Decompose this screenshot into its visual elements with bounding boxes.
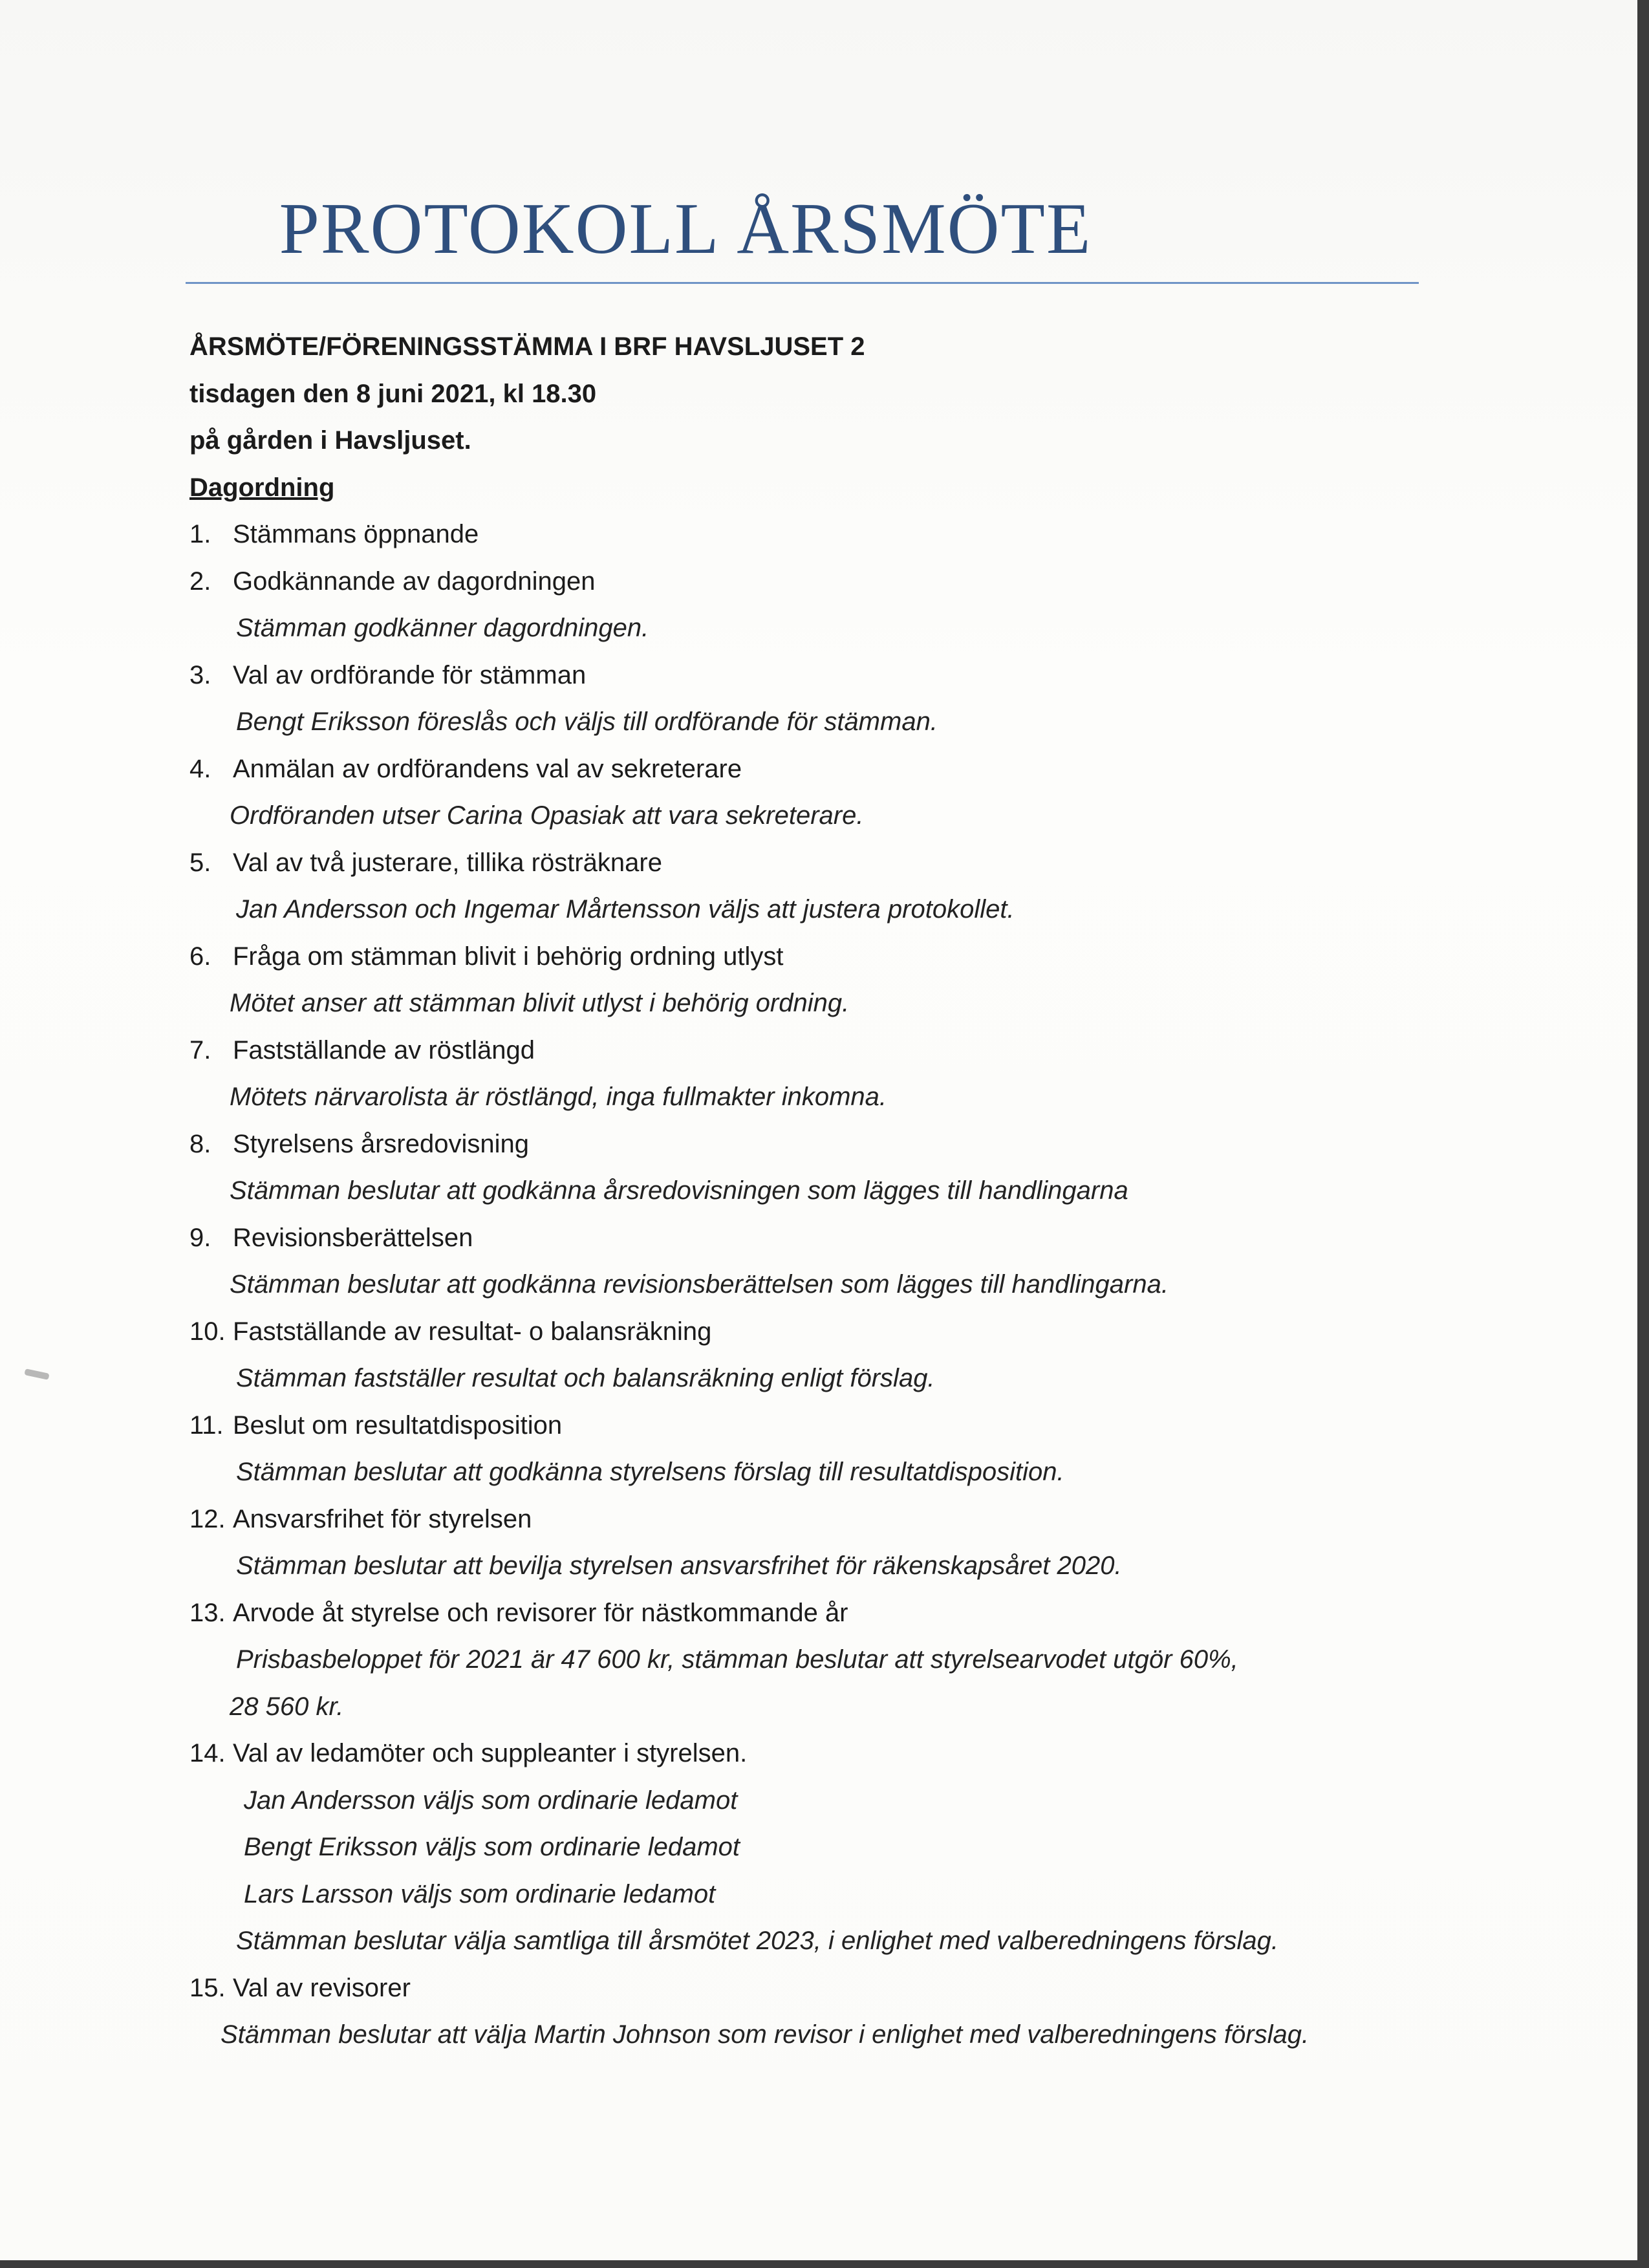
item-number: 9. bbox=[189, 1223, 211, 1252]
item-decision: Stämman beslutar välja samtliga till årsmötet 2023, i enlighet med valberedningens förslag. bbox=[236, 1927, 1278, 1955]
item-number: 11. bbox=[189, 1410, 224, 1440]
item-title: Revisionsberättelsen bbox=[233, 1223, 473, 1252]
item-number: 14. bbox=[189, 1739, 226, 1767]
item-title: Val av två justerare, tillika rösträknare bbox=[233, 848, 662, 877]
item-decision: Bengt Eriksson väljs som ordinarie ledamot bbox=[244, 1833, 740, 1861]
item-decision: 28 560 kr. bbox=[230, 1692, 344, 1721]
item-title: Stämmans öppnande bbox=[233, 520, 479, 548]
item-number: 2. bbox=[189, 567, 211, 596]
item-title: Ansvarsfrihet för styrelsen bbox=[233, 1504, 532, 1533]
scan-mark bbox=[24, 1368, 49, 1380]
item-decision: Mötets närvarolista är röstlängd, inga fullmakter inkomna. bbox=[230, 1083, 887, 1111]
agenda-item-14 bbox=[189, 1730, 1418, 1965]
item-decision: Stämman beslutar att välja Martin Johnson som revisor i enlighet med valberedningens förslag. bbox=[221, 2020, 1310, 2049]
item-title: Val av ledamöter och suppleanter i styrelsen. bbox=[233, 1739, 748, 1767]
item-number: 6. bbox=[189, 942, 211, 971]
agenda-item-2 bbox=[189, 558, 1418, 652]
item-decision: Stämman beslutar att godkänna styrelsens förslag till resultatdisposition. bbox=[236, 1458, 1064, 1486]
agenda-item-7 bbox=[189, 1027, 1418, 1121]
item-title: Godkännande av dagordningen bbox=[233, 567, 596, 596]
agenda-item-13 bbox=[189, 1590, 1418, 1731]
item-title: Fastställande av resultat- o balansräkning bbox=[233, 1317, 712, 1346]
meeting-date: tisdagen den 8 juni 2021, kl 18.30 bbox=[189, 379, 597, 408]
agenda-item-11 bbox=[189, 1402, 1418, 1496]
agenda-item-4 bbox=[189, 746, 1418, 839]
item-title: Val av revisorer bbox=[233, 1973, 411, 2002]
item-decision: Mötet anser att stämman blivit utlyst i behörig ordning. bbox=[230, 989, 850, 1017]
agenda-item-6 bbox=[189, 933, 1418, 1027]
item-decision: Bengt Eriksson föreslås och väljs till ordförande för stämman. bbox=[236, 707, 938, 736]
agenda-item-5 bbox=[189, 839, 1418, 933]
item-number: 8. bbox=[189, 1129, 211, 1158]
item-number: 15. bbox=[189, 1973, 226, 2002]
item-title: Arvode åt styrelse och revisorer för nästkommande år bbox=[233, 1598, 848, 1627]
protocol-body bbox=[189, 323, 1418, 2058]
meeting-place: på gården i Havsljuset. bbox=[189, 426, 471, 455]
item-decision: Ordföranden utser Carina Opasiak att vara sekreterare. bbox=[230, 801, 864, 830]
item-decision: Jan Andersson och Ingemar Mårtensson väljs att justera protokollet. bbox=[236, 895, 1015, 923]
agenda-item-12 bbox=[189, 1496, 1418, 1590]
agenda-item-10 bbox=[189, 1308, 1418, 1402]
agenda-list bbox=[189, 511, 1418, 2058]
item-title: Beslut om resultatdisposition bbox=[233, 1410, 563, 1440]
item-number: 4. bbox=[189, 754, 211, 783]
item-decision: Stämman beslutar att bevilja styrelsen ansvarsfrihet för räkenskapsåret 2020. bbox=[236, 1551, 1122, 1580]
scan-edge-bottom bbox=[0, 2260, 1649, 2268]
item-decision: Stämman beslutar att godkänna revisionsberättelsen som lägges till handlingarna. bbox=[230, 1270, 1169, 1299]
item-decision: Stämman beslutar att godkänna årsredovisningen som lägges till handlingarna bbox=[230, 1176, 1128, 1205]
agenda-item-3 bbox=[189, 652, 1418, 746]
item-decision: Lars Larsson väljs som ordinarie ledamot bbox=[244, 1879, 716, 1908]
agenda-item-8 bbox=[189, 1121, 1418, 1215]
item-number: 13. bbox=[189, 1598, 226, 1627]
item-decision: Jan Andersson väljs som ordinarie ledamot bbox=[244, 1786, 738, 1815]
meeting-name: ÅRSMÖTE/FÖRENINGSSTÄMMA I BRF HAVSLJUSET 2 bbox=[189, 332, 865, 361]
item-number: 3. bbox=[189, 660, 211, 689]
item-decision: Prisbasbeloppet för 2021 är 47 600 kr, stämman beslutar att styrelsearvodet utgör 60%, bbox=[236, 1645, 1238, 1674]
item-title: Styrelsens årsredovisning bbox=[233, 1129, 529, 1158]
agenda-heading: Dagordning bbox=[189, 473, 335, 502]
title-rule bbox=[186, 282, 1419, 284]
item-title: Fastställande av röstlängd bbox=[233, 1035, 535, 1064]
item-number: 1. bbox=[189, 520, 211, 548]
item-title: Fråga om stämman blivit i behörig ordning utlyst bbox=[233, 942, 784, 971]
item-number: 10. bbox=[189, 1317, 226, 1346]
item-number: 5. bbox=[189, 848, 211, 877]
agenda-item-9 bbox=[189, 1215, 1418, 1308]
scan-edge-right bbox=[1637, 0, 1649, 2268]
item-title: Anmälan av ordförandens val av sekreterare bbox=[233, 754, 742, 783]
item-decision: Stämman godkänner dagordningen. bbox=[236, 614, 649, 642]
agenda-item-15 bbox=[189, 1965, 1418, 2058]
page-title: PROTOKOLL ÅRSMÖTE bbox=[279, 189, 1092, 269]
agenda-item-1 bbox=[189, 511, 1418, 558]
item-decision: Stämman fastställer resultat och balansräkning enligt förslag. bbox=[236, 1364, 935, 1392]
item-number: 12. bbox=[189, 1504, 226, 1533]
item-title: Val av ordförande för stämman bbox=[233, 660, 587, 689]
item-number: 7. bbox=[189, 1035, 211, 1064]
